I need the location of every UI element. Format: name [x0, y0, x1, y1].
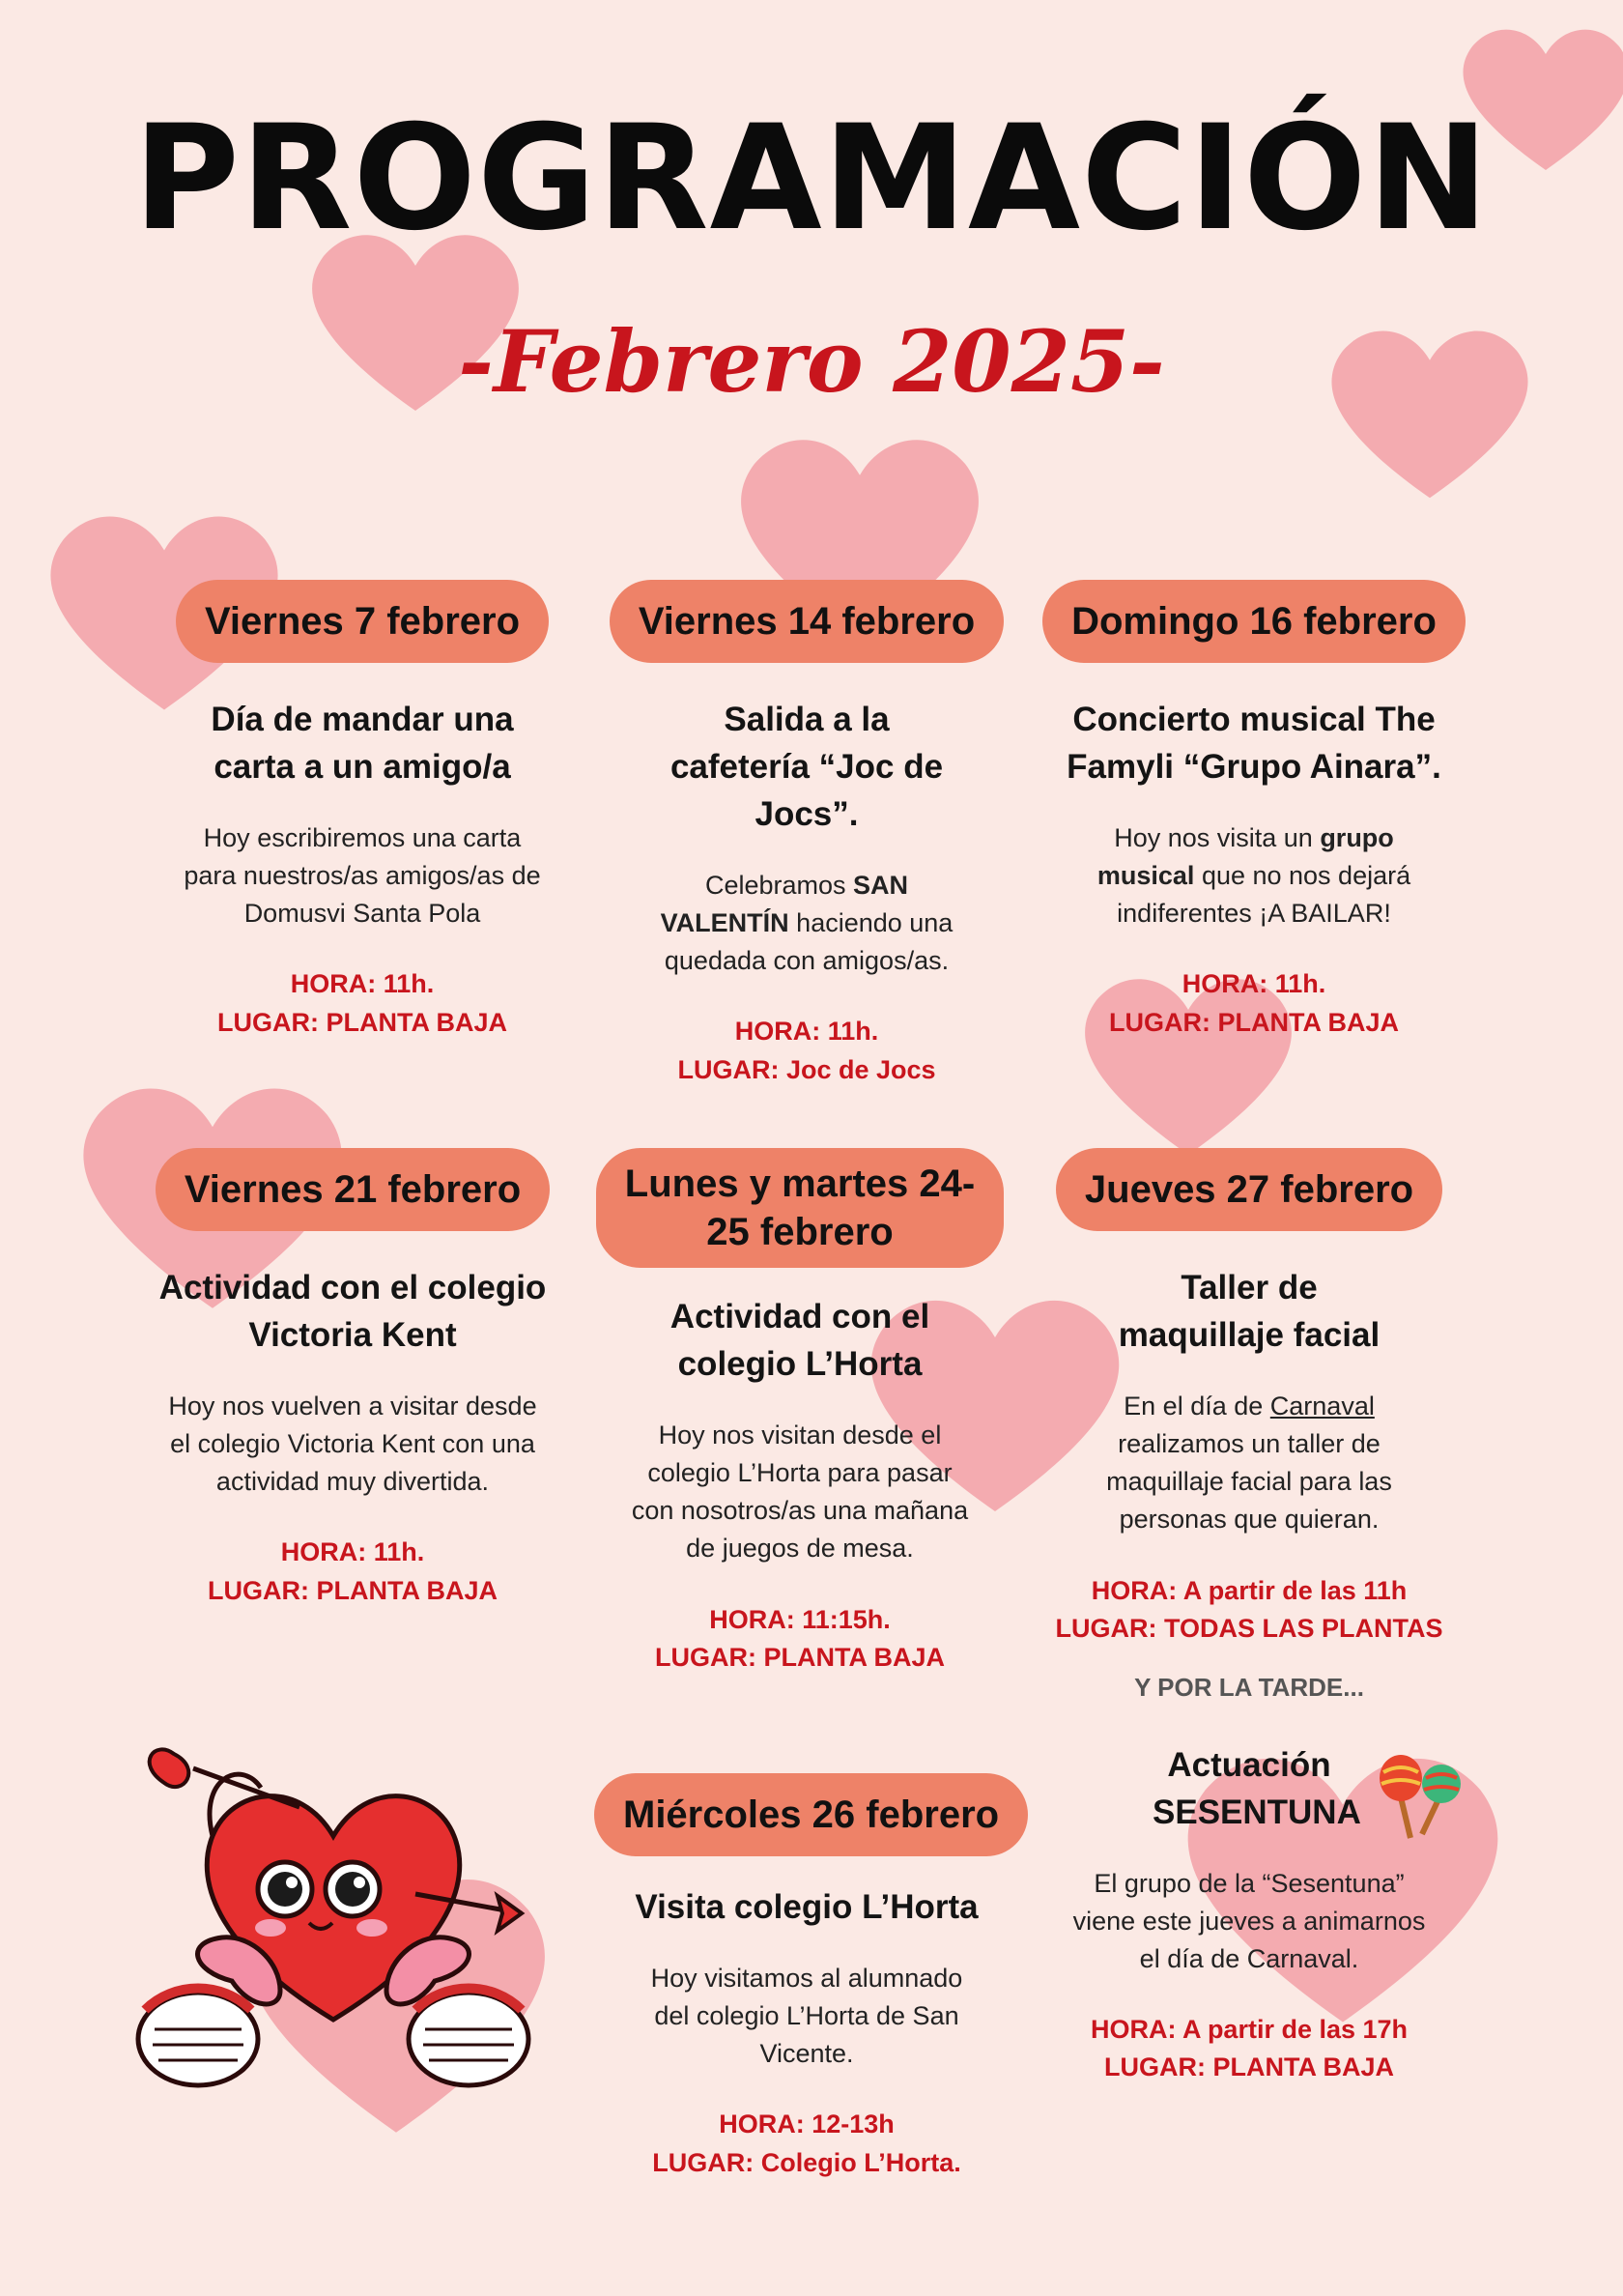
afternoon-label: Y POR LA TARDE...	[1134, 1672, 1364, 1702]
page-title: PROGRAMACIÓN	[133, 95, 1490, 263]
event-title: Visita colegio L’Horta	[635, 1888, 979, 1926]
event-time: HORA: 11h.	[734, 1017, 879, 1047]
event-description: Hoy nos vuelven a visitar desde el colegio Victoria Kent con una actividad muy divertida.	[168, 1392, 537, 1497]
event-title: Taller de maquillaje facial	[1118, 1269, 1381, 1354]
event-time: HORA: 12-13h	[719, 2109, 895, 2139]
event-title: Actividad con el colegio L’Horta	[669, 1298, 930, 1383]
event-time: HORA: 11h.	[290, 969, 435, 999]
event-location: LUGAR: TODAS LAS PLANTAS	[1055, 1613, 1443, 1643]
event-location: LUGAR: PLANTA BAJA	[217, 1007, 507, 1037]
event-card	[1037, 1148, 1462, 2087]
event-description: En el día de Carnaval realizamos un taller de maquillaje facial para las personas que quieran.	[1106, 1392, 1392, 1535]
event-date-pill: Viernes 14 febrero	[610, 580, 1004, 663]
event-time: HORA: 11:15h.	[709, 1604, 891, 1634]
event-description: El grupo de la “Sesentuna” viene este jueves a animarnos el día de Carnaval.	[1072, 1868, 1426, 1974]
event-title: Actividad con el colegio Victoria Kent	[158, 1269, 547, 1354]
event-description: Hoy visitamos al alumnado del colegio L’Horta de San Vicente.	[650, 1964, 963, 2069]
heart-mascot-icon	[116, 1720, 551, 2107]
event-location: LUGAR: Joc de Jocs	[677, 1054, 936, 1084]
event-title: Salida a la cafetería “Joc de Jocs”.	[669, 701, 944, 833]
event-date-pill: Miércoles 26 febrero	[594, 1773, 1028, 1856]
event-location: LUGAR: PLANTA BAJA	[655, 1642, 945, 1672]
event-card	[150, 580, 575, 1042]
event-location: LUGAR: PLANTA BAJA	[1104, 2052, 1394, 2082]
event-time: HORA: 11h.	[1182, 969, 1326, 999]
maracas-icon	[1372, 1749, 1468, 1846]
event-title: Concierto musical The Famyli “Grupo Ainara”.	[1067, 701, 1441, 786]
event-description: Hoy nos visitan desde el colegio L’Horta para pasar con nosotros/as una mañana de juegos de mesa.	[631, 1421, 969, 1564]
event-location: LUGAR: PLANTA BAJA	[208, 1575, 498, 1605]
event-card	[140, 1148, 565, 1610]
event-time: HORA: A partir de las 17h	[1090, 2015, 1409, 2045]
event-date-pill: Domingo 16 febrero	[1042, 580, 1466, 663]
page-subtitle: -Febrero 2025-	[458, 311, 1165, 412]
event-card	[594, 1773, 1019, 2182]
event-description: Celebramos SAN VALENTÍN haciendo una quedada con amigos/as.	[660, 871, 954, 976]
event-date-pill: Jueves 27 febrero	[1056, 1148, 1442, 1231]
event-location: LUGAR: PLANTA BAJA	[1109, 1007, 1399, 1037]
event-title: Día de mandar una carta a un amigo/a	[211, 701, 514, 786]
event-time: HORA: A partir de las 11h	[1091, 1575, 1408, 1605]
event-time: HORA: 11h.	[280, 1537, 425, 1567]
event-date-pill: Lunes y martes 24-25 febrero	[596, 1148, 1004, 1268]
event-card	[594, 580, 1019, 1089]
event-title: Actuación SESENTUNA	[1153, 1745, 1361, 1831]
event-description: Hoy escribiremos una carta para nuestros/as amigos/as de Domusvi Santa Pola	[184, 823, 541, 929]
event-date-pill: Viernes 7 febrero	[176, 580, 549, 663]
event-description: Hoy nos visita un grupo musical que no nos dejará indiferentes ¡A BAILAR!	[1096, 823, 1411, 929]
event-date-pill: Viernes 21 febrero	[156, 1148, 550, 1231]
event-card	[1041, 580, 1466, 1042]
event-card	[587, 1148, 1012, 1677]
event-location: LUGAR: Colegio L’Horta.	[652, 2147, 961, 2177]
